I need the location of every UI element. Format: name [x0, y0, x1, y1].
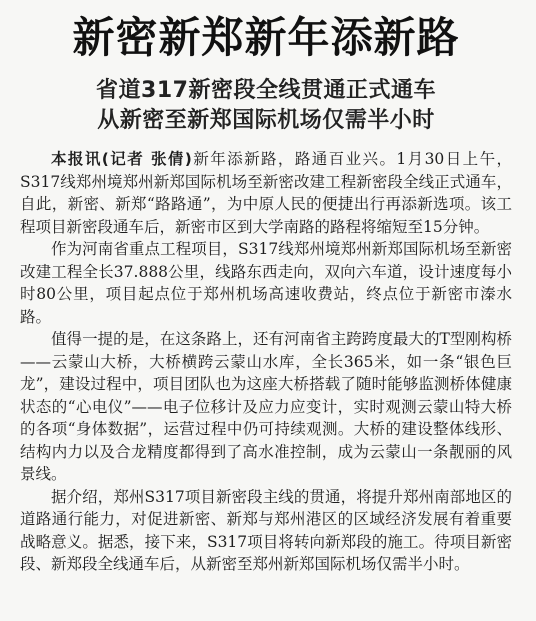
- subheadline-1: 省道317新密段全线贯通正式通车: [96, 78, 436, 103]
- paragraph-2: 作为河南省重点工程项目，S317线郑州境郑州新郑国际机场至新密改建工程全长37.888公里，线路东西走向，双向六车道，设计速度每小时80公里，项目起点位于郑州机场高速收费站，终点位于新密市溱水路。: [20, 240, 512, 326]
- paragraph-1: [20, 148, 512, 238]
- headline: 新密新郑新年添新路: [72, 13, 460, 62]
- subheadline-2: 从新密至新郑国际机场仅需半小时: [97, 108, 435, 133]
- byline: 本报讯(记者 张倩): [51, 150, 192, 168]
- article-body: [20, 148, 512, 576]
- paragraph-4: 据介绍，郑州S317项目新密段主线的贯通，将提升郑州南部地区的道路通行能力，对促进新密、新郑与郑州港区的区域经济发展有着重要战略意义。据悉，接下来，S317项目将转向新郑段的施工。待项目新密段、新郑段全线通车后，从新密至郑州新郑国际机场仅需半小时。: [20, 487, 512, 573]
- paragraph-1-text: 新年添新路，路通百业兴。1月30日上午，S317线郑州境郑州新郑国际机场至新密改建工程新密段全线正式通车，自此，新密、新郑“路路通”，为中原人民的便捷出行再添新选项。该工程项目新密段通车后，新密市区到大学南路的路程将缩短至15分钟。: [20, 150, 512, 236]
- paragraph-3: 值得一提的是，在这条路上，还有河南省主跨跨度最大的T型刚构桥——云蒙山大桥，大桥横跨云蒙山水库，全长365米，如一条“银色巨龙”，建设过程中，项目团队也为这座大桥搭载了随时能够监测桥体健康状态的“心电仪”——电子位移计及应力应变计，实时观测云蒙山特大桥的各项“身体数据”，运营过程中仍可持续观测。大桥的建设整体线形、结构内力以及合龙精度都得到了高水准控制，成为云蒙山一条靓丽的风景线。: [20, 330, 512, 483]
